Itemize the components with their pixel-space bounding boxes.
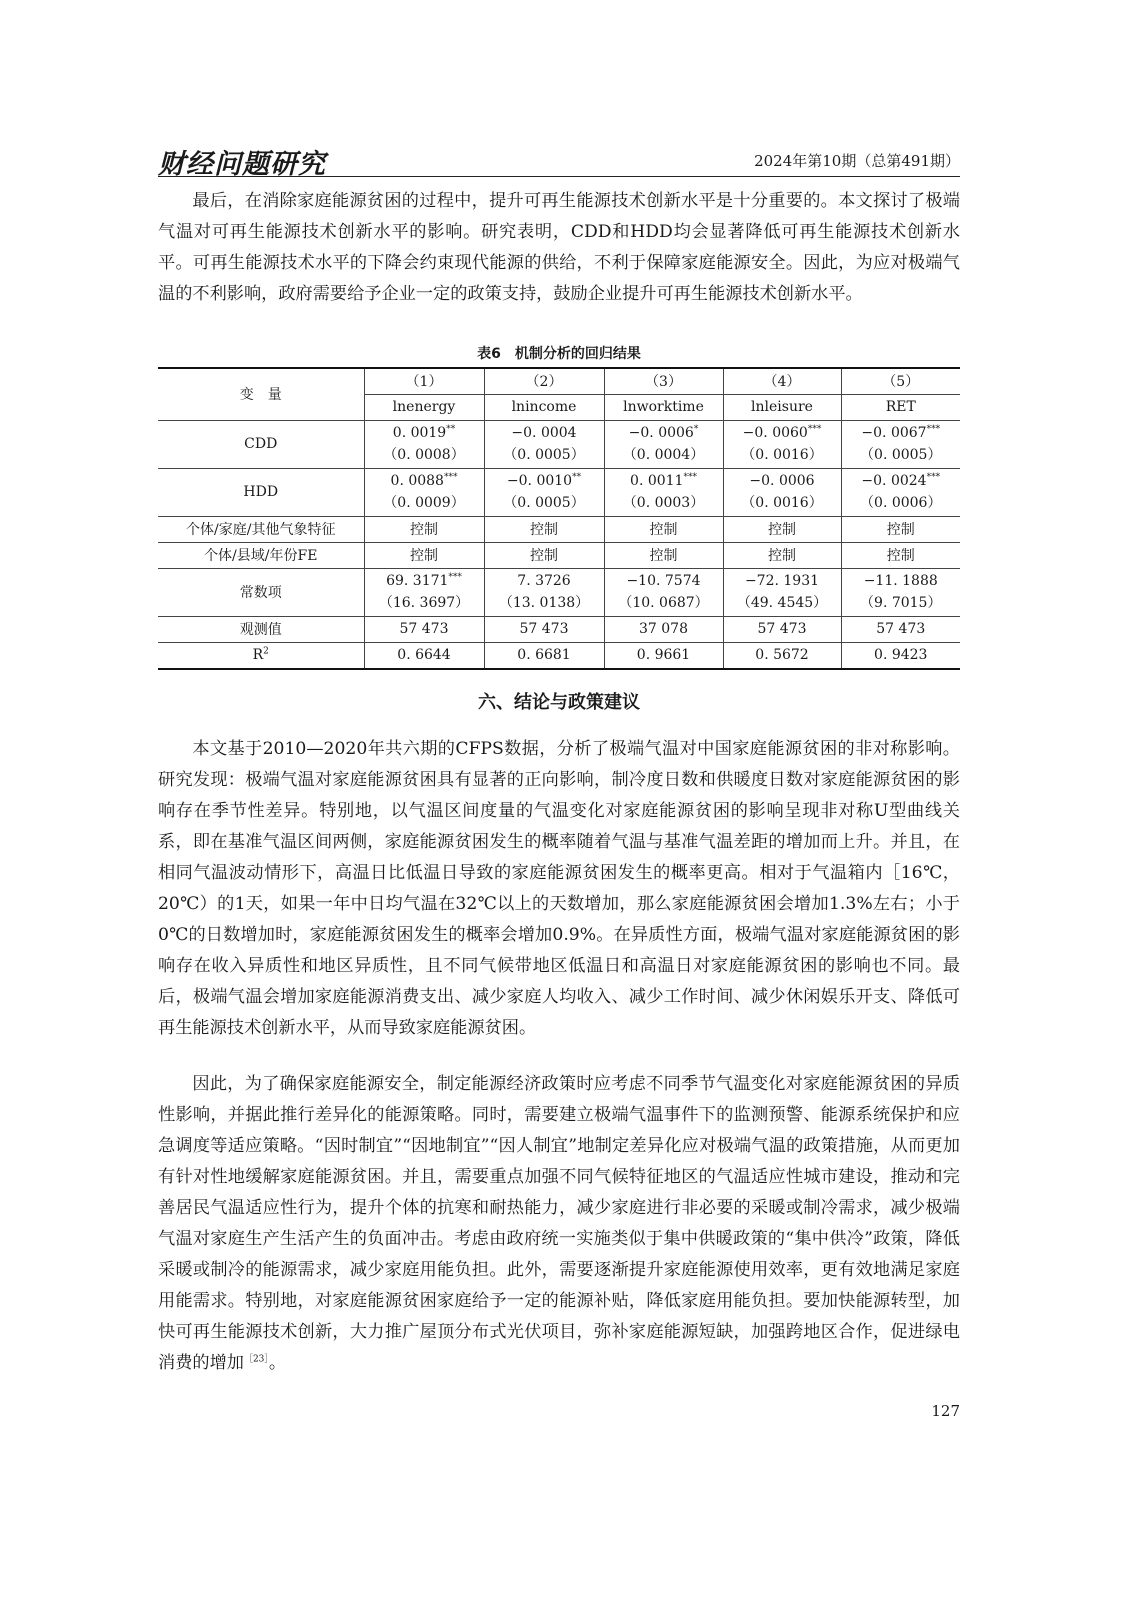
coefficient: −10. 7574 <box>626 573 701 589</box>
coefficient: −0. 0006 <box>628 425 694 441</box>
row-label <box>158 642 364 669</box>
variable-header: 变 量 <box>158 368 364 420</box>
table-cell <box>723 468 841 516</box>
standard-error: （0. 0016） <box>741 495 823 511</box>
coefficient: 0. 0011 <box>630 473 684 489</box>
row-label: 个体/家庭/其他气象特征 <box>158 516 364 542</box>
row-label: 观测值 <box>158 616 364 642</box>
column-number: （3） <box>604 368 723 394</box>
significance-stars: * <box>693 424 699 435</box>
paragraph-conclusion: 本文基于2010—2020年共六期的CFPS数据，分析了极端气温对中国家庭能源贫困的非对称影响。研究发现：极端气温对家庭能源贫困具有显著的正向影响，制冷度日数和供暖度日数对家庭能源贫困的影响存在季节性差异。特别地，以气温区间度量的气温变化对家庭能源贫困的影响呈现非对称U型曲线关系，即在基准气温区间两侧，家庭能源贫困发生的概率随着气温与基准气温差距的增加而上升。并且，在相同气温波动情形下，高温日比低温日导致的家庭能源贫困发生的概率更高。相对于气温箱内［16℃，20℃）的1天，如果一年中日均气温在32℃以上的天数增加，那么家庭能源贫困会增加1.3%左右；小于0℃的日数增加时，家庭能源贫困发生的概率会增加0.9%。在异质性方面，极端气温对家庭能源贫困的影响存在收入异质性和地区异质性，且不同气候带地区低温日和高温日对家庭能源贫困的影响也不同。最后，极端气温会增加家庭能源消费支出、减少家庭人均收入、减少工作时间、减少休闲娱乐开支、降低可再生能源技术创新水平，从而导致家庭能源贫困。 <box>158 739 960 1038</box>
row-label: 常数项 <box>158 568 364 616</box>
standard-error: （0. 0006） <box>860 495 942 511</box>
significance-stars: ** <box>446 424 456 435</box>
table-row-controls <box>158 516 960 542</box>
standard-error: （10. 0687） <box>618 595 709 611</box>
standard-error: （0. 0005） <box>503 495 585 511</box>
coefficient: −0. 0024 <box>861 473 927 489</box>
significance-stars: ** <box>572 472 582 483</box>
table-cell: 0. 6681 <box>484 642 604 669</box>
table-cell: 0. 9661 <box>604 642 723 669</box>
table-cell: 控制 <box>723 542 841 568</box>
significance-stars: *** <box>443 472 458 483</box>
coefficient: 0. 0019 <box>392 425 447 441</box>
table-cell: 0. 5672 <box>723 642 841 669</box>
table-cell: 控制 <box>604 516 723 542</box>
standard-error: （49. 4545） <box>736 595 828 611</box>
coefficient: −72. 1931 <box>744 573 820 589</box>
dependent-variable: lnleisure <box>723 394 841 420</box>
table-cell: 控制 <box>484 516 604 542</box>
table-row-r-squared <box>158 642 960 669</box>
table-cell <box>484 420 604 468</box>
table-row-observations <box>158 616 960 642</box>
dependent-variable: RET <box>841 394 960 420</box>
column-number: （1） <box>364 368 484 394</box>
coefficient: 0. 0088 <box>390 473 444 489</box>
dependent-variable: lnenergy <box>364 394 484 420</box>
table-header-row-numbers <box>158 368 960 394</box>
coefficient: −11. 1888 <box>863 573 938 589</box>
r-squared-label: R <box>252 647 264 664</box>
journal-title-logo: 财经问题研究 <box>158 149 326 180</box>
table-cell <box>364 468 484 516</box>
dependent-variable: lnincome <box>484 394 604 420</box>
regression-table <box>158 367 960 670</box>
standard-error: （0. 0009） <box>383 495 465 511</box>
table-cell <box>841 468 960 516</box>
table-cell: 0. 9423 <box>841 642 960 669</box>
standard-error: （0. 0005） <box>503 447 585 463</box>
policy-text-end: 。 <box>268 1353 287 1373</box>
table-cell <box>484 568 604 616</box>
significance-stars: *** <box>448 572 462 583</box>
running-header <box>158 142 960 180</box>
paragraph-policy <box>158 1069 960 1379</box>
table-cell <box>364 568 484 616</box>
table-caption: 表6 机制分析的回归结果 <box>477 346 641 362</box>
table-cell: 控制 <box>604 542 723 568</box>
table-cell: 控制 <box>484 542 604 568</box>
table-row-constant <box>158 568 960 616</box>
column-number: （4） <box>723 368 841 394</box>
standard-error: （0. 0004） <box>622 447 705 463</box>
column-number: （2） <box>484 368 604 394</box>
standard-error: （0. 0008） <box>383 447 465 463</box>
significance-stars: *** <box>807 424 822 435</box>
table-cell <box>604 568 723 616</box>
table-cell: 57 473 <box>841 616 960 642</box>
coefficient: −0. 0067 <box>861 425 927 441</box>
table-cell: 0. 6644 <box>364 642 484 669</box>
table-cell <box>604 420 723 468</box>
table-cell: 控制 <box>364 542 484 568</box>
table-cell <box>604 468 723 516</box>
standard-error: （9. 7015） <box>860 595 942 611</box>
standard-error: （16. 3697） <box>378 595 470 611</box>
table-cell: 控制 <box>723 516 841 542</box>
issue-info: 2024年第10期（总第491期） <box>754 152 960 170</box>
coefficient: 69. 3171 <box>386 573 449 589</box>
page-number: 127 <box>931 1402 960 1420</box>
table-cell: 控制 <box>841 542 960 568</box>
table-row-hdd <box>158 468 960 516</box>
citation-reference: ［23］ <box>243 1354 269 1365</box>
standard-error: （0. 0016） <box>741 447 823 463</box>
row-label: CDD <box>158 420 364 468</box>
table-cell: 57 473 <box>723 616 841 642</box>
table-cell <box>841 568 960 616</box>
table-cell: 57 473 <box>364 616 484 642</box>
table-row-cdd <box>158 420 960 468</box>
significance-stars: *** <box>683 472 697 483</box>
table-cell <box>364 420 484 468</box>
coefficient: −0. 0010 <box>506 473 573 489</box>
table-cell: 控制 <box>841 516 960 542</box>
row-label: HDD <box>158 468 364 516</box>
column-number: （5） <box>841 368 960 394</box>
table-cell: 控制 <box>364 516 484 542</box>
table-cell: 37 078 <box>604 616 723 642</box>
significance-stars: *** <box>926 424 941 435</box>
r-squared-superscript: 2 <box>263 646 269 657</box>
policy-text: 因此，为了确保家庭能源安全，制定能源经济政策时应考虑不同季节气温变化对家庭能源贫困的异质性影响，并据此推行差异化的能源策略。同时，需要建立极端气温事件下的监测预警、能源系统保护和应急调度等适应策略。“因时制宜”“因地制宜”“因人制宜”地制定差异化应对极端气温的政策措施，从而更加有针对性地缓解家庭能源贫困。并且，需要重点加强不同气候特征地区的气温适应性城市建设，推动和完善居民气温适应性行为，提升个体的抗寒和耐热能力，减少家庭进行非必要的采暖或制冷需求，减少极端气温对家庭生产生活产生的负面冲击。考虑由政府统一实施类似于集中供暖政策的“集中供冷”政策，降低采暖或制冷的能源需求，减少家庭用能负担。此外，需要逐渐提升家庭能源使用效率，更有效地满足家庭用能需求。特别地，对家庭能源贫困家庭给予一定的能源补贴，降低家庭用能负担。要加快能源转型，加快可再生能源技术创新，大力推广屋顶分布式光伏项目，弥补家庭能源短缺，加强跨地区合作，促进绿电消费的增加 <box>158 1074 960 1373</box>
coefficient: −0. 0006 <box>749 473 815 489</box>
coefficient: 7. 3726 <box>517 573 571 589</box>
coefficient: −0. 0060 <box>742 425 808 441</box>
table-cell <box>723 420 841 468</box>
paragraph-intro: 最后，在消除家庭能源贫困的过程中，提升可再生能源技术创新水平是十分重要的。本文探讨了极端气温对可再生能源技术创新水平的影响。研究表明，CDD和HDD均会显著降低可再生能源技术创新水平。可再生能源技术水平的下降会约束现代能源的供给，不利于保障家庭能源安全。因此，为应对极端气温的不利影响，政府需要给予企业一定的政策支持，鼓励企业提升可再生能源技术创新水平。 <box>158 191 960 304</box>
dependent-variable: lnworktime <box>604 394 723 420</box>
row-label: 个体/县域/年份FE <box>158 542 364 568</box>
table-cell <box>484 468 604 516</box>
table-cell <box>841 420 960 468</box>
table-cell: 57 473 <box>484 616 604 642</box>
standard-error: （13. 0138） <box>498 595 590 611</box>
standard-error: （0. 0003） <box>622 495 705 511</box>
significance-stars: *** <box>926 472 941 483</box>
section-heading: 六、结论与政策建议 <box>478 692 640 713</box>
table-cell <box>723 568 841 616</box>
standard-error: （0. 0005） <box>860 447 942 463</box>
table-row-fixed-effects <box>158 542 960 568</box>
coefficient: −0. 0004 <box>511 425 577 441</box>
